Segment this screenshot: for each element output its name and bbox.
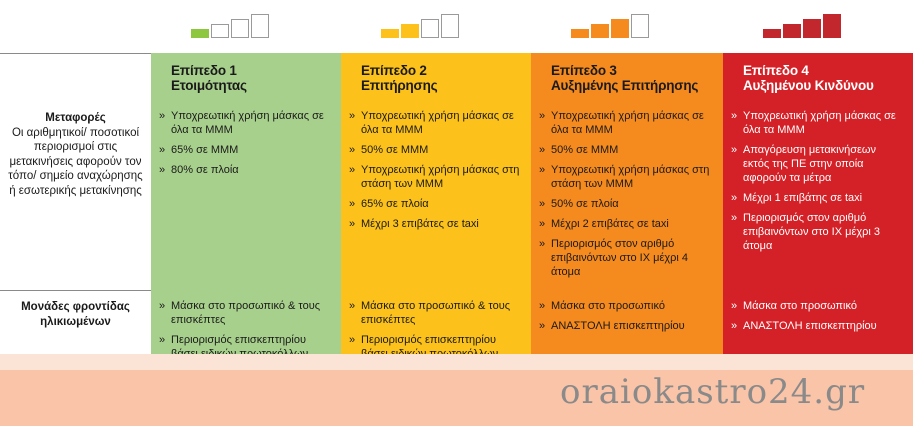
list-item: » 80% σε πλοία <box>159 163 334 177</box>
level-3-header <box>531 53 723 99</box>
indicator-bar <box>212 25 229 38</box>
header-top-rule <box>0 53 151 54</box>
level-1-title: Επίπεδο 1 <box>171 63 237 78</box>
level-1-indicator-icon <box>191 12 271 40</box>
list-item: » 65% σε ΜΜΜ <box>159 143 334 157</box>
elderly-care-label-title: Μονάδες φροντίδας ηλικιωμένων <box>21 301 130 328</box>
list-item: » 65% σε πλοία <box>349 197 524 211</box>
level-4-title: Επίπεδο 4 <box>743 63 809 78</box>
indicator-bar <box>612 20 629 38</box>
elderly-level-4-list <box>731 299 903 339</box>
table-body <box>0 99 913 354</box>
list-item: » Μέχρι 3 επιβάτες σε taxi <box>349 217 524 231</box>
list-item: » Μέχρι 2 επιβάτες σε taxi <box>539 217 714 231</box>
transport-level-1-list <box>159 109 334 183</box>
table-header <box>0 53 913 99</box>
indicator-bar <box>442 15 459 38</box>
level-indicators <box>0 12 913 42</box>
indicator-bar <box>192 30 209 38</box>
list-item: » Υποχρεωτική χρήση μάσκας στη στάση των ΜΜΜ <box>539 163 714 191</box>
transport-level-4-list <box>731 109 903 259</box>
list-item: » Μάσκα στο προσωπικό & τους επισκέπτες <box>159 299 334 327</box>
list-item: » Περιορισμός επισκεπτηρίου <box>349 333 524 361</box>
level-2-header <box>341 53 531 99</box>
list-item: » Περιορισμός στον αριθμό επιβαινόντων στο ΙΧ μέχρι 4 άτομα <box>539 237 714 279</box>
level-3-subtitle: Αυξημένης Επιτήρησης <box>551 78 699 93</box>
list-item: » Μάσκα στο προσωπικό <box>731 299 903 313</box>
list-item: » ΑΝΑΣΤΟΛΗ επισκεπτηρίου <box>731 319 903 333</box>
list-item: » Υποχρεωτική χρήση μάσκας σε όλα τα ΜΜΜ <box>731 109 903 137</box>
list-item: » Απαγόρευση μετακινήσεων εκτός της ΠΕ στην οποία αφορούν τα μέτρα <box>731 143 903 185</box>
list-item: » Υποχρεωτική χρήση μάσκας σε όλα τα ΜΜΜ <box>349 109 524 137</box>
level-3-title: Επίπεδο 3 <box>551 63 617 78</box>
elderly-care-row-label <box>0 300 151 329</box>
list-item: » Περιορισμός επισκεπτηρίου <box>159 333 334 361</box>
level-1-subtitle: Ετοιμότητας <box>171 78 247 93</box>
elderly-level-3-list <box>539 299 714 339</box>
indicator-bar <box>804 20 821 38</box>
indicator-bar <box>784 25 801 38</box>
list-item: » ΑΝΑΣΤΟΛΗ επισκεπτηρίου <box>539 319 714 333</box>
level-4-subtitle: Αυξημένου Κινδύνου <box>743 78 874 93</box>
level-2-title: Επίπεδο 2 <box>361 63 427 78</box>
transport-row-label <box>0 111 151 198</box>
transport-label-desc: Οι αριθμητικοί/ ποσοτικοί περιορισμοί στις μετακινήσεις αφορούν τον τόπο/ σημείο αναχώρησης ή εσωτερικής μετακίνησης <box>8 126 143 197</box>
transport-level-3-list <box>539 109 714 285</box>
level-3-indicator-icon <box>571 12 651 40</box>
indicator-bar <box>764 30 781 38</box>
list-item: » Μάσκα στο προσωπικό <box>539 299 714 313</box>
indicator-bar <box>824 15 841 38</box>
indicator-bar <box>632 15 649 38</box>
list-item: » 50% σε ΜΜΜ <box>349 143 524 157</box>
bottom-pale-band <box>0 354 913 370</box>
list-item: » Υποχρεωτική χρήση μάσκας σε όλα τα ΜΜΜ <box>159 109 334 137</box>
transport-label-title: Μεταφορές <box>45 112 106 124</box>
list-item: » 50% σε ΜΜΜ <box>539 143 714 157</box>
level-4-indicator-icon <box>763 12 843 40</box>
list-item: » Μέχρι 1 επιβάτης σε taxi <box>731 191 903 205</box>
level-4-header <box>723 53 913 99</box>
row-separator-rule <box>0 290 151 291</box>
list-item: » Μάσκα στο προσωπικό & τους επισκέπτες <box>349 299 524 327</box>
level-2-subtitle: Επιτήρησης <box>361 78 438 93</box>
list-item: » Υποχρεωτική χρήση μάσκας σε όλα τα ΜΜΜ <box>539 109 714 137</box>
indicator-bar <box>252 15 269 38</box>
level-1-header <box>151 53 341 99</box>
indicator-bar <box>422 20 439 38</box>
level-2-indicator-icon <box>381 12 461 40</box>
indicator-bar <box>572 30 589 38</box>
list-item: » Περιορισμός στον αριθμό επιβαινόντων στο ΙΧ μέχρι 3 άτομα <box>731 211 903 253</box>
list-item: » 50% σε πλοία <box>539 197 714 211</box>
watermark: oraiokastro24.gr <box>560 372 866 412</box>
indicator-bar <box>592 25 609 38</box>
transport-level-2-list <box>349 109 524 237</box>
indicator-bar <box>382 30 399 38</box>
indicator-bar <box>402 25 419 38</box>
list-item: » Υποχρεωτική χρήση μάσκας στη στάση των ΜΜΜ <box>349 163 524 191</box>
indicator-bar <box>232 20 249 38</box>
